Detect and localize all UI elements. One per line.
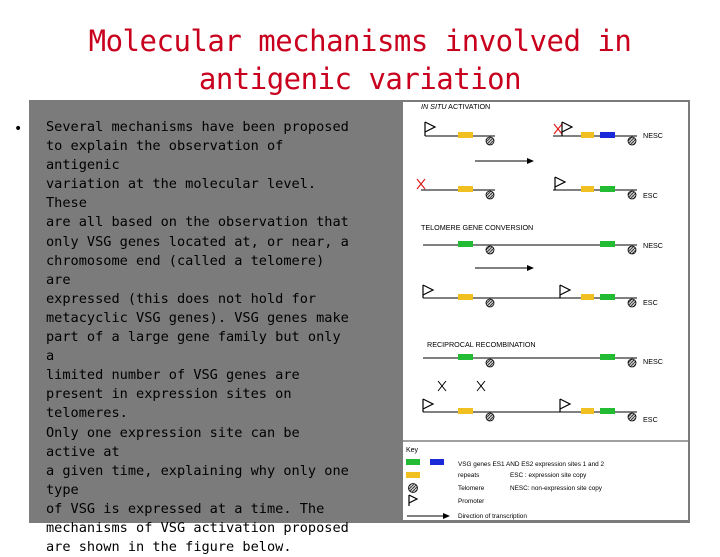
telomere-icon xyxy=(486,246,494,254)
key-repeats-text: repeats xyxy=(458,472,480,479)
nesc-label: NESC xyxy=(643,131,663,140)
body-line: expressed (this does not hold for xyxy=(46,290,317,307)
body-line: variation at the molecular level. These xyxy=(46,176,317,212)
key-esc-text: ESC : expression site copy xyxy=(510,472,587,479)
vsg-gene-block xyxy=(600,354,615,360)
key-telomere-text: Telomere xyxy=(458,485,485,492)
telomere-icon xyxy=(628,299,636,307)
telomere-icon xyxy=(628,359,636,367)
telomere-icon xyxy=(628,413,636,421)
body-line: present in expression sites on telomeres. xyxy=(46,386,292,422)
body-line: metacyclic VSG genes). VSG genes make xyxy=(46,309,349,326)
repeats-block xyxy=(458,132,473,138)
key-promoter-text: Promoter xyxy=(458,498,485,505)
key-nesc-text: NESC: non-expression site copy xyxy=(510,485,602,492)
body-text xyxy=(46,118,356,557)
figure-background xyxy=(403,102,688,520)
telomere-icon xyxy=(628,246,636,254)
body-line: chromosome end (called a telomere) are xyxy=(46,252,325,288)
body-line: only VSG genes located at, or near, a xyxy=(46,233,349,250)
body-line: to explain the observation of antigenic xyxy=(46,138,284,174)
repeats-block xyxy=(581,408,594,414)
body-line: limited number of VSG genes are xyxy=(46,367,300,384)
reciprocal-recombination-heading: RECIPROCAL RECOMBINATION xyxy=(427,340,536,349)
telomere-conversion-heading: TELOMERE GENE CONVERSION xyxy=(421,223,534,232)
title-line-2: antigenic variation xyxy=(198,62,522,96)
key-direction-text: Direction of transcription xyxy=(458,513,527,520)
key-repeats-swatch xyxy=(406,472,420,478)
esc-label: ESC xyxy=(643,191,658,200)
key-green-gene-swatch xyxy=(406,459,420,465)
repeats-block xyxy=(458,186,473,192)
telomere-icon xyxy=(486,359,494,367)
vsg-gene-block xyxy=(600,294,615,300)
nesc-label: NESC xyxy=(643,357,663,366)
body-line: a given time, explaining why only one type xyxy=(46,462,349,498)
telomere-icon xyxy=(486,413,494,421)
body-line: part of a large gene family but only a xyxy=(46,329,341,365)
telomere-icon xyxy=(486,299,494,307)
vsg-gene-block xyxy=(600,132,615,138)
in-situ-heading: IN SITU ACTIVATION xyxy=(421,102,491,111)
telomere-icon xyxy=(486,137,494,145)
body-line: are shown in the figure below. xyxy=(46,539,292,556)
key-title: Key xyxy=(406,447,419,454)
body-line: of VSG is expressed at a time. The xyxy=(46,500,325,517)
repeats-block xyxy=(581,186,594,192)
telomere-icon xyxy=(486,191,494,199)
vsg-gene-block xyxy=(600,241,615,247)
telomere-icon xyxy=(628,137,636,145)
key-telomere-icon xyxy=(409,484,418,493)
repeats-block xyxy=(458,408,473,414)
esc-label: ESC xyxy=(643,415,658,424)
body-line: Several mechanisms have been proposed xyxy=(46,119,349,135)
nesc-label: NESC xyxy=(643,241,663,250)
repeats-block xyxy=(458,294,473,300)
slide-title xyxy=(60,22,660,98)
telomere-icon xyxy=(628,191,636,199)
esc-label: ESC xyxy=(643,298,658,307)
vsg-gene-block xyxy=(458,354,473,360)
repeats-block xyxy=(581,132,594,138)
key-blue-gene-swatch xyxy=(430,459,444,465)
body-line: are all based on the observation that xyxy=(46,214,349,231)
title-line-1: Molecular mechanisms involved in xyxy=(88,24,632,58)
body-line: Only one expression site can be active at xyxy=(46,424,300,460)
body-line: mechanisms of VSG activation proposed xyxy=(46,519,349,536)
key-vsg-text: VSG genes ES1 AND ES2 expression sites 1 and 2 xyxy=(458,461,605,468)
vsg-gene-block xyxy=(458,241,473,247)
bullet-marker: • xyxy=(14,121,23,137)
repeats-block xyxy=(581,294,594,300)
vsg-gene-block xyxy=(600,186,615,192)
vsg-mechanisms-figure xyxy=(403,102,688,520)
vsg-gene-block xyxy=(600,408,615,414)
